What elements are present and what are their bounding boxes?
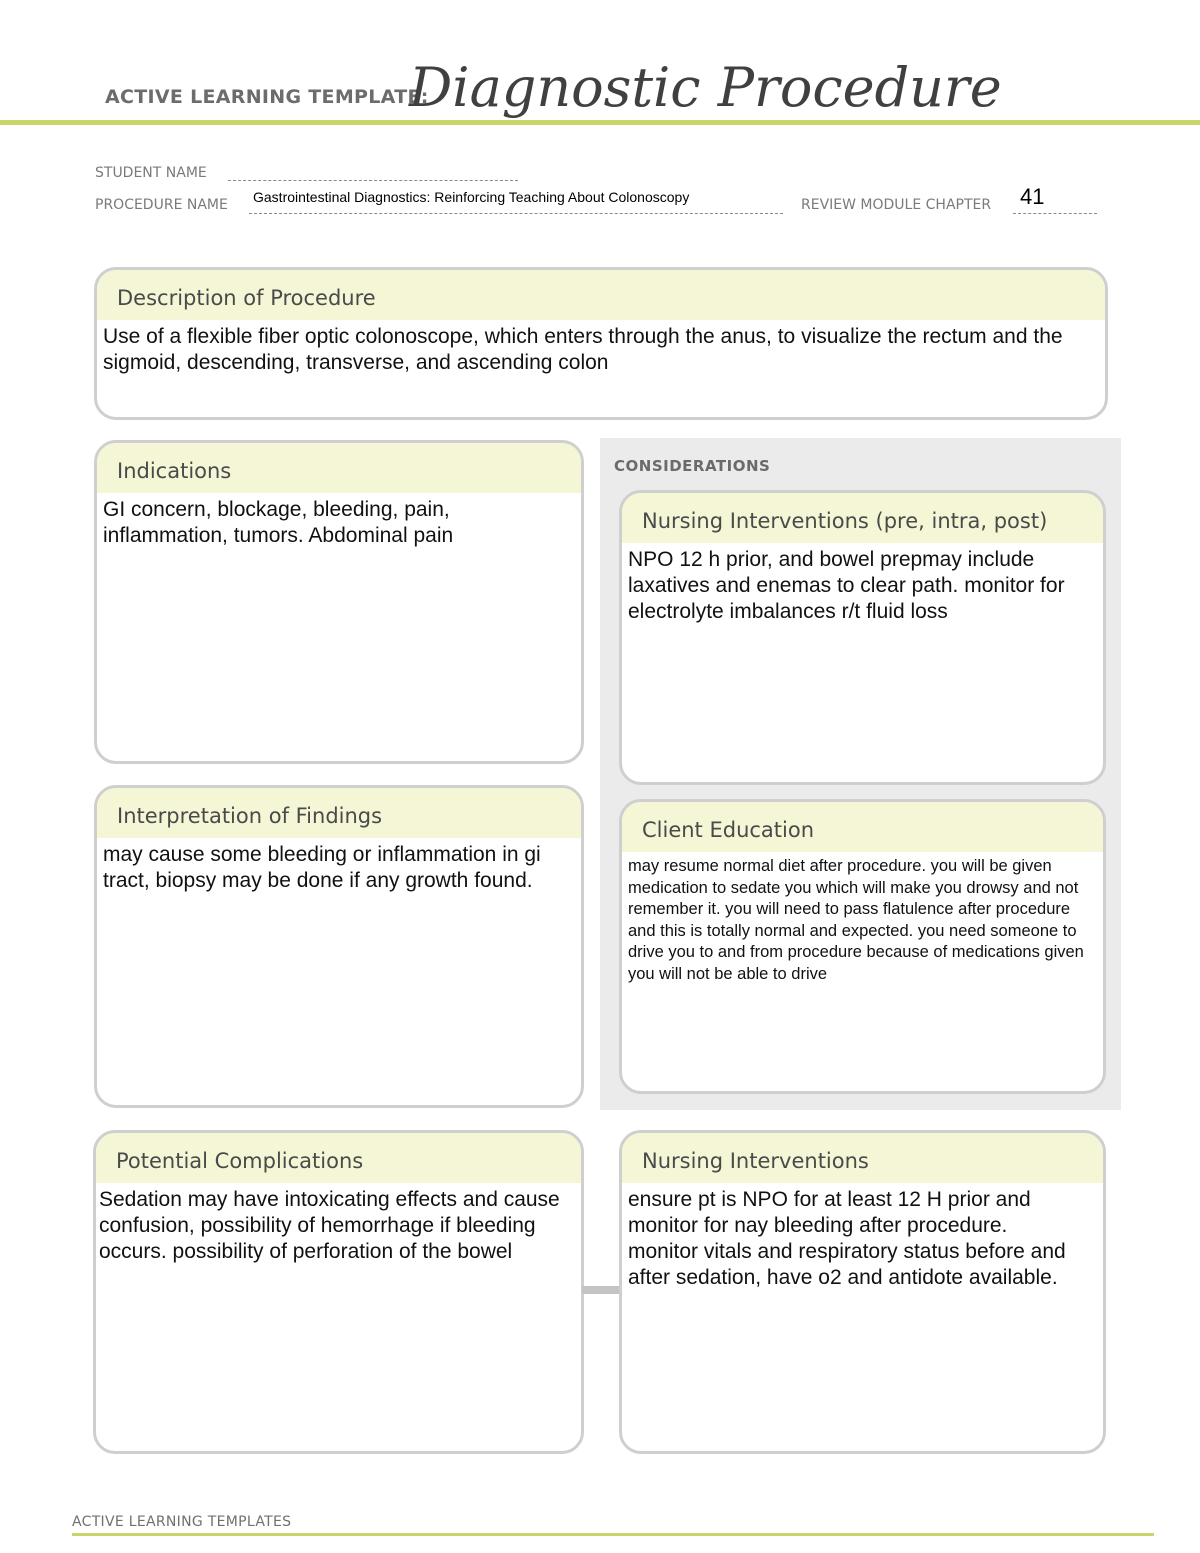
nursing-interventions-heading: Nursing Interventions bbox=[622, 1133, 1103, 1183]
nursing-pre-intra-post-heading: Nursing Interventions (pre, intra, post) bbox=[622, 493, 1103, 543]
section-connector bbox=[582, 1286, 622, 1294]
nursing-pre-intra-post-text[interactable]: NPO 12 h prior, and bowel prepmay include laxatives and enemas to clear path. monitor for electrolyte imbalances r/t fluid loss bbox=[628, 548, 1065, 623]
student-name-label: STUDENT NAME bbox=[95, 165, 207, 181]
procedure-name-value: Gastrointestinal Diagnostics: Reinforcing Teaching About Colonoscopy bbox=[253, 189, 690, 205]
complications-section bbox=[93, 1130, 584, 1454]
review-module-field[interactable] bbox=[1013, 213, 1097, 214]
complications-heading: Potential Complications bbox=[96, 1133, 581, 1183]
indications-text[interactable]: GI concern, blockage, bleeding, pain, inflammation, tumors. Abdominal pain bbox=[103, 498, 454, 547]
nursing-interventions-text[interactable]: ensure pt is NPO for at least 12 H prior and monitor for nay bleeding after procedure. monitor vitals and respiratory status before and after sedation, have o2 and antidote available. bbox=[628, 1188, 1066, 1289]
description-text[interactable]: Use of a flexible fiber optic colonoscope, which enters through the anus, to visualize the rectum and the sigmoid, descending, transverse, and ascending colon bbox=[103, 325, 1063, 374]
footer-label: ACTIVE LEARNING TEMPLATES bbox=[72, 1514, 292, 1530]
interpretation-heading: Interpretation of Findings bbox=[97, 788, 581, 838]
indications-heading: Indications bbox=[97, 443, 581, 493]
complications-text[interactable]: Sedation may have intoxicating effects and cause confusion, possibility of hemorrhage if bleeding occurs. possibility of perforation of the bowel bbox=[99, 1188, 560, 1263]
nursing-interventions-section bbox=[619, 1130, 1106, 1454]
nursing-pre-intra-post-section bbox=[619, 490, 1106, 785]
client-education-heading: Client Education bbox=[622, 802, 1103, 852]
considerations-label: CONSIDERATIONS bbox=[614, 457, 771, 475]
client-education-text[interactable]: may resume normal diet after procedure. you will be given medication to sedate you which will make you drowsy and not remember it. you will need to pass flatulence after procedure and this is totally normal and expected. you need someone to drive you to and from procedure because of medications given you will not be able to drive bbox=[628, 857, 1084, 983]
page-title: Diagnostic Procedure bbox=[409, 56, 1002, 119]
indications-section bbox=[94, 440, 584, 764]
interpretation-text[interactable]: may cause some bleeding or inflammation in gi tract, biopsy may be done if any growth found. bbox=[103, 843, 541, 892]
description-heading: Description of Procedure bbox=[97, 270, 1105, 320]
description-section bbox=[94, 267, 1108, 420]
template-label: ACTIVE LEARNING TEMPLATE: bbox=[105, 86, 429, 108]
procedure-name-label: PROCEDURE NAME bbox=[95, 197, 228, 213]
student-name-field[interactable] bbox=[228, 180, 518, 181]
footer-divider bbox=[72, 1533, 1154, 1536]
review-module-label: REVIEW MODULE CHAPTER bbox=[801, 197, 992, 213]
header-divider bbox=[0, 120, 1200, 125]
procedure-name-field[interactable] bbox=[249, 213, 783, 214]
review-module-value: 41 bbox=[1020, 184, 1045, 209]
client-education-section bbox=[619, 799, 1106, 1094]
interpretation-section bbox=[94, 785, 584, 1108]
